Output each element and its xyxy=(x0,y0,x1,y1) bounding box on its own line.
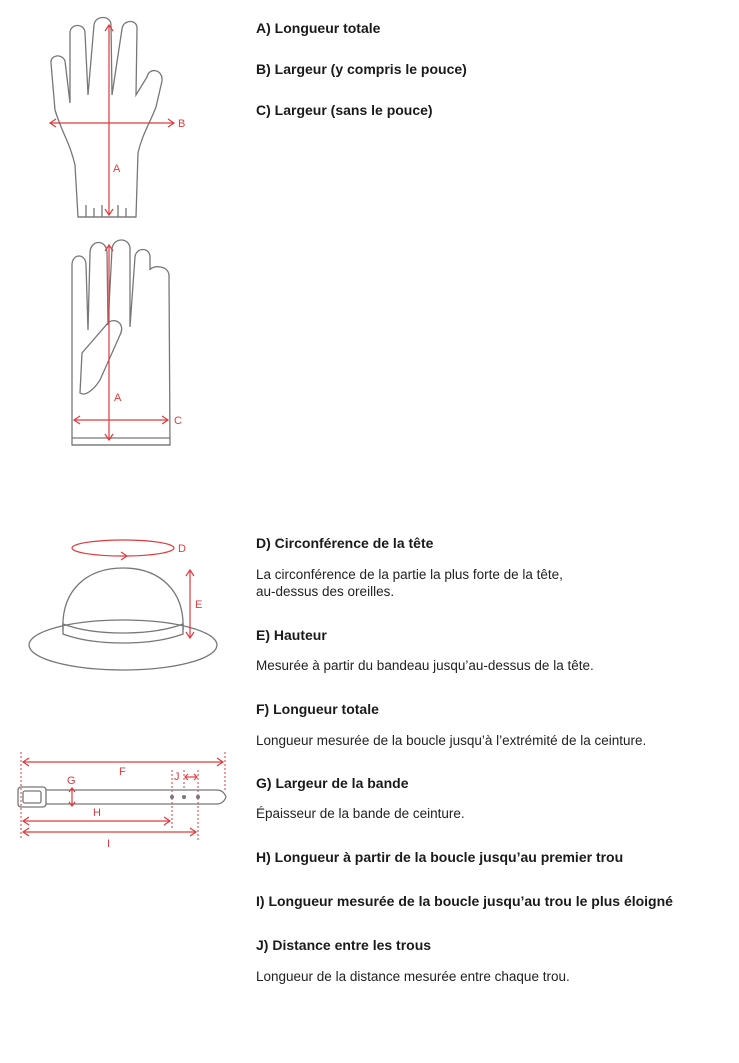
belt-diagram xyxy=(12,750,232,850)
leather-glove-diagram xyxy=(60,235,195,455)
hat-height-desc: Mesurée à partir du bandeau jusqu’au-dessus de la tête. xyxy=(256,658,594,673)
label-h: H xyxy=(93,807,101,819)
glove-width-nothumb-heading: C) Largeur (sans le pouce) xyxy=(256,102,433,118)
hat-band xyxy=(63,624,183,643)
belt-hole xyxy=(182,795,186,799)
band-width-heading: G) Largeur de la bande xyxy=(256,775,409,791)
label-i: I xyxy=(107,838,111,850)
label-f: F xyxy=(119,766,126,778)
belt-hole xyxy=(170,795,174,799)
head-circumference-heading: D) Circonférence de la tête xyxy=(256,535,434,551)
hat-crown xyxy=(63,568,183,630)
band-width-desc: Épaisseur de la bande de ceinture. xyxy=(256,806,465,821)
knit-glove-diagram xyxy=(40,15,200,225)
farthest-hole-heading: I) Longueur mesurée de la boucle jusqu’au trou le plus éloigné xyxy=(256,893,673,909)
head-circumference-desc-2: au-dessus des oreilles. xyxy=(256,584,395,599)
label-a2: A xyxy=(114,392,122,404)
head-circumference-desc-1: La circonférence de la partie la plus forte de la tête, xyxy=(256,567,563,582)
label-j: J xyxy=(174,771,180,783)
label-c: C xyxy=(174,415,182,427)
label-d: D xyxy=(178,543,186,555)
belt-hole xyxy=(196,795,200,799)
hole-distance-desc: Longueur de la distance mesurée entre chaque trou. xyxy=(256,969,570,984)
thumb-outline xyxy=(80,321,122,394)
leather-glove-outline xyxy=(72,240,170,445)
label-e: E xyxy=(195,599,203,611)
first-hole-heading: H) Longueur à partir de la boucle jusqu’au premier trou xyxy=(256,849,624,865)
leather-cuff xyxy=(72,438,170,445)
label-b: B xyxy=(178,118,186,130)
hole-distance-heading: J) Distance entre les trous xyxy=(256,937,432,953)
glove-width-thumb-heading: B) Largeur (y compris le pouce) xyxy=(256,61,467,77)
belt-total-length-heading: F) Longueur totale xyxy=(256,701,379,717)
hat-diagram xyxy=(25,530,225,680)
label-g: G xyxy=(67,775,76,787)
label-a: A xyxy=(113,163,121,175)
belt-buckle xyxy=(18,787,46,807)
knit-glove-outline xyxy=(51,18,162,218)
hat-height-heading: E) Hauteur xyxy=(256,627,327,643)
belt-total-length-desc: Longueur mesurée de la boucle jusqu’à l’extrémité de la ceinture. xyxy=(256,733,647,748)
hat-brim xyxy=(29,620,217,670)
glove-length-heading: A) Longueur totale xyxy=(256,20,381,36)
